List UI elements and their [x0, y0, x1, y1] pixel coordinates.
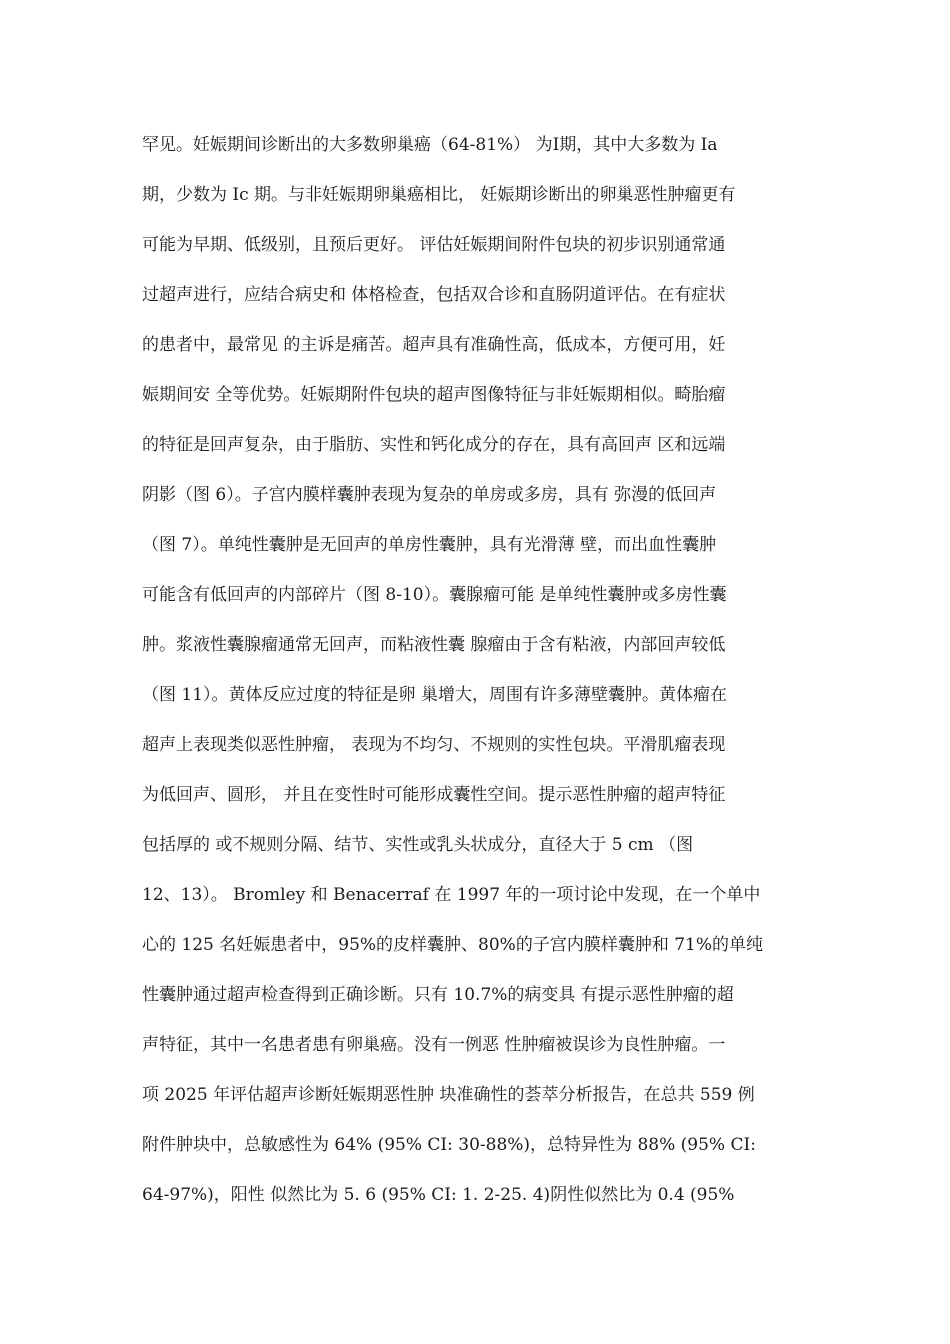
- text-line: 可能含有低回声的内部碎片（图 8-10）。囊腺瘤可能 是单纯性囊肿或多房性囊: [142, 585, 727, 605]
- text-line: 期，少数为 Ic 期。与非妊娠期卵巢癌相比， 妊娠期诊断出的卵巢恶性肿瘤更有: [142, 185, 736, 205]
- text-line: 项 2025 年评估超声诊断妊娠期恶性肿 块准确性的荟萃分析报告，在总共 559 例: [142, 1085, 755, 1105]
- text-line: 的患者中，最常见 的主诉是痛苦。超声具有准确性高，低成本，方便可用，妊: [142, 335, 726, 355]
- text-line: （图 7）。单纯性囊肿是无回声的单房性囊肿，具有光滑薄 壁，而出血性囊肿: [142, 535, 717, 555]
- text-line: 12、13）。 Bromley 和 Benacerraf 在 1997 年的一项讨论中发现，在一个单中: [142, 885, 761, 905]
- text-line: 可能为早期、低级别，且预后更好。 评估妊娠期间附件包块的初步识别通常通: [142, 235, 726, 255]
- text-line: 罕见。妊娠期间诊断出的大多数卵巢癌（64-81%） 为Ⅰ期，其中大多数为 Ia: [142, 135, 718, 155]
- text-line: 附件肿块中，总敏感性为 64% (95% CI: 30-88%)，总特异性为 88% (95% CI:: [142, 1135, 756, 1155]
- text-line: 64-97%)，阳性 似然比为 5. 6 (95% CI: 1. 2-25. 4)阴性似然比为 0.4 (95%: [142, 1185, 735, 1205]
- text-line: （图 11）。黄体反应过度的特征是卵 巢增大，周围有许多薄壁囊肿。黄体瘤在: [142, 685, 727, 705]
- text-line: 声特征，其中一名患者患有卵巢癌。没有一例恶 性肿瘤被误诊为良性肿瘤。一: [142, 1035, 726, 1055]
- text-line: 的特征是回声复杂，由于脂肪、实性和钙化成分的存在，具有高回声 区和远端: [142, 435, 726, 455]
- text-line: 肿。浆液性囊腺瘤通常无回声，而粘液性囊 腺瘤由于含有粘液，内部回声较低: [142, 635, 726, 655]
- text-line: 超声上表现类似恶性肿瘤， 表现为不均匀、不规则的实性包块。平滑肌瘤表现: [142, 735, 726, 755]
- text-line: 娠期间安 全等优势。妊娠期附件包块的超声图像特征与非妊娠期相似。畸胎瘤: [142, 385, 726, 405]
- text-line: 包括厚的 或不规则分隔、结节、实性或乳头状成分，直径大于 5 cm （图: [142, 835, 694, 855]
- text-line: 为低回声、圆形， 并且在变性时可能形成囊性空间。提示恶性肿瘤的超声特征: [142, 785, 726, 805]
- text-line: 心的 125 名妊娠患者中，95%的皮样囊肿、80%的子宫内膜样囊肿和 71%的单纯: [142, 935, 764, 955]
- text-line: 性囊肿通过超声检查得到正确诊断。只有 10.7%的病变具 有提示恶性肿瘤的超: [142, 985, 734, 1005]
- text-line: 过超声进行，应结合病史和 体格检查，包括双合诊和直肠阴道评估。在有症状: [142, 285, 726, 305]
- body-text: [142, 120, 822, 1220]
- text-line: 阴影（图 6）。子宫内膜样囊肿表现为复杂的单房或多房，具有 弥漫的低回声: [142, 485, 717, 505]
